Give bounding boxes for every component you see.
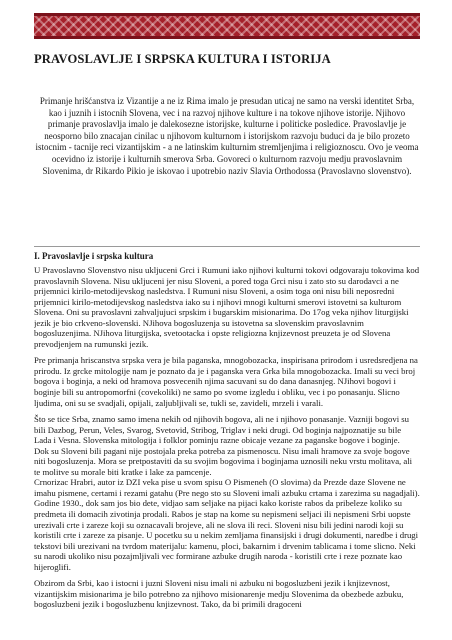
body-text	[34, 265, 420, 640]
body-paragraph: Dok su Sloveni bili pagani nije postojala preka potreba za pismenoscu. Nisu imali hramove za svoje bogove niti bogosluzenja. Mora se pretpostaviti da su svojim bogovima i boginjama uznosili neku vrstu molitava, ali te molitve su morale biti kratke i lake za pamcenje.	[34, 445, 413, 477]
section-heading: I. Pravoslavlje i srpska kultura	[34, 251, 154, 261]
body-paragraph: Godine 1930., dok sam jos bio dete, vidjao sam seljake na pijaci kako koriste rabos da pribeleze koliko su predmeta ili domacih zivotinja prodali. Rabos je stap na kome su nepismeni seljaci ili nepismeni Srbi uopste urezivali crte i zareze koji su oznacavali brojeve, ali ne slova ili reci. Sloveni nisu bili jedini narodi koji su koristili crte i zareze za pisanje. U pocetku su u nekim zemljama finansijski i drugi dokumenti, naredbe i drugi tekstovi bili urezivani na tvrdom materijalu: kamenu, ploci, bakarnim i drvenim tablicama i tome slicno. Neki su narodi ukoliko nisu pozajmljivali vec formirane azbuke drugih naroda - koristili crte i reze poznate kao hijeroglifi.	[34, 498, 419, 572]
document-title: PRAVOSLAVLJE I SRPSKA KULTURA I ISTORIJA	[34, 52, 331, 66]
body-paragraph: Crnorizac Hrabri, autor iz DZI veka pise u svom spisu O Pismeneh (O slovima) da Prezde daze Slovene ne imahu pismene, certami i rezami gatahu (Pre nego sto su Sloveni imali azbuku crtama i zarezima su nagadjali).	[34, 477, 420, 498]
body-paragraph: U Pravoslavno Slovenstvo nisu ukljuceni Grci i Rumuni iako njihovi kulturni tokovi odgovaraju tokovima kod pravoslavnih Slovena. Nisu ukljuceni jer nisu Sloveni, a pored toga Grci nisu i zato sto su darodavci a ne prijemnici kirilo-metodijevskog nasledstva. I Rumuni nisu Sloveni, a osim toga oni nisu bili neposredni prijemnici kirilo-metodijevskog nasledstva iako su i njihovi mnogi kulturni smerovi istovetni sa kulturom Slovena. Oni su pravoslavni zahvaljujuci srpskim i bugarskim misionarima. Do 17og veka njihov liturgijski jezik je bio crkveno-slovenski. NJihova bogosluzenja su istovetna sa slovenskim pravoslavnim bogosluzenjima. NJihova liturgijska, svetootacka i opste religiozna knjizevnost preuzeta je od Slovena prevodjenjem na rumunski jezik.	[34, 265, 420, 349]
body-paragraph: Obzirom da Srbi, kao i istocni i juzni Sloveni nisu imali ni azbuku ni bogosluzbeni jezik i knjizevnost, vizantijskim misionarima je bilo potrebno za njihovo misionarenje medju Slovenima da obezbede azbuku, bogosluzbeni jezik i bogosluzbenu knjizevnost. Tako, da bi primili dragoceni	[34, 578, 404, 610]
body-paragraph: Pre primanja hriscanstva srpska vera je bila paganska, mnogobozacka, inspirisana prirodom i usredsredjena na prirodu. Iz grcke mitologije nam je poznato da je i paganska vera Grka bila mnogobozacka. Imali su veci broj bogova i boginja, a neki od hramova posvecenih njima sacuvani su do dana danasnjeg. NJihovi bogovi i boginje bili su antropomorfni (covekoliki) ne samo po svome izgledu i obliku, vec i po ponasanju. Slicno ljudima, oni su se svadjali, opijali, zaljubljivali se, tukli se, zavideli, mrzeli i varali.	[34, 355, 418, 408]
section-divider	[34, 246, 420, 247]
intro-paragraph: Primanje hrišćanstva iz Vizantije a ne iz Rima imalo je presudan uticaj ne samo na verski identitet Srba, kao i juznih i istocnih Slovena, vec i na razvoj njihove kulture i na tokove njihove istorije. Njihovo primanje pravoslavlja imalo je dalekosezne istorijske, kulturne i politicke posledice. Pravoslavlje je neosporno bilo znacajan cinilac u njihovom kulturnom i istorijskom razvoju buduci da je bilo prozeto istocnim - tacnije reci vizantijskim - a ne latinskim kulturnim stremljenjima i religioznoscu. Ovo je veoma ocevidno iz istorije i kulturnih smerova Srba. Govoreci o kulturnom razvoju medju pravoslavnim Slovenima, dr Rikardo Pikio je iskovao i upotrebio naziv Slavia Orthodossa (Pravoslavno slovenstvo).	[35, 96, 419, 176]
ornamental-border	[34, 13, 420, 39]
body-paragraph: Što se tice Srba, znamo samo imena nekih od njihovih bogova, ali ne i njihovo ponasanje. Vazniji bogovi su bili Dazbog, Perun, Veles, Svarog, Svetovid, Stribog, Triglav i neki drugi. Od boginja najpoznatije su bile Lada i Vesna. Slovenska mitologija i folklor pominju razne obicaje vezane za paganske bogove i boginje.	[34, 414, 410, 446]
